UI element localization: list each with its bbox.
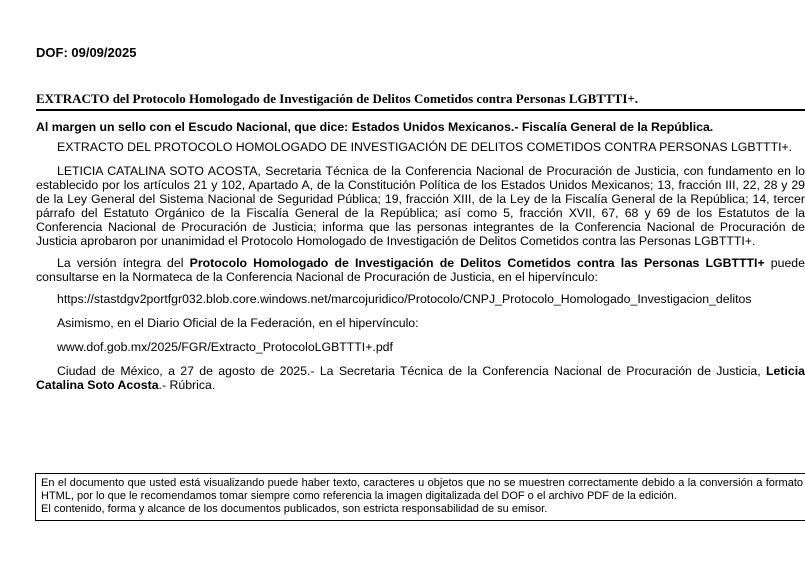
disclaimer-box [35, 473, 805, 521]
body-paragraph-1: LETICIA CATALINA SOTO ACOSTA, Secretaria Técnica de la Conferencia Nacional de Procuración de Justicia, con fundamento en lo establecido por los artículos 21 y 102, Apartado A, de la Constitución Política de los Estados Unidos Mexicanos; 13, fracción III, 22, 28 y 29 de la Ley General del Sistema Nacional de Seguridad Pública; 19, fracción XIII, de la Ley de la Fiscalía General de la República; 14, tercer párrafo del Estatuto Orgánico de la Fiscalía General de la República; así como 5, fracción XVII, 67, 68 y 69 de los Estatutos de la Conferencia Nacional de Procuración de Justicia; informa que las personas integrantes de la Conferencia Nacional de Procuración de Justicia aprobaron por unanimidad el Protocolo Homologado de Investigación de Delitos Cometidos contra las Personas LGBTTTI+. [36, 164, 805, 248]
sello-paragraph: Al margen un sello con el Escudo Nacional, que dice: Estados Unidos Mexicanos.- Fiscalía General de la República. [36, 120, 714, 134]
p4-text-pre: Ciudad de México, a 27 de agosto de 2025.- La Secretaria Técnica de la Conferencia Nacional de Procuración de Justicia, [57, 364, 767, 378]
uppercase-heading: EXTRACTO DEL PROTOCOLO HOMOLOGADO DE INVESTIGACIÓN DE DELITOS COMETIDOS CONTRA PERSONAS LGBTTTI+. [57, 140, 793, 154]
hyperlink-dof[interactable]: www.dof.gob.mx/2025/FGR/Extracto_ProtocoloLGBTTTI+.pdf [57, 340, 393, 354]
document-title: EXTRACTO del Protocolo Homologado de Investigación de Delitos Cometidos contra Personas LGBTTTI+. [36, 91, 805, 111]
p2-text-pre: La versión íntegra del [57, 256, 190, 270]
protocol-name-bold: Protocolo Homologado de Investigación de Delitos Cometidos contra las Personas LGBTTTI+ [189, 256, 765, 270]
p2-text-post: puede consultarse en la Normateca de la Conferencia Nacional de Procuración de Justicia, en el hipervínculo: [36, 256, 805, 284]
dof-date: DOF: 09/09/2025 [36, 45, 137, 60]
hyperlink-normateca[interactable]: https://stastdgv2portfgr032.blob.core.windows.net/marcojuridico/Protocolo/CNPJ_Protocolo_Homologado_Investigacion_delitos [57, 292, 752, 306]
document-body [36, 120, 805, 400]
disclaimer-text-1: En el documento que usted está visualizando puede haber texto, caracteres u objetos que no se muestren correctamente debido a la conversión a formato HTML, por lo que le recomendamos tomar siempre como referencia la imagen digitalizada del DOF o el archivo PDF de la edición. [41, 477, 803, 502]
p4-text-post: .- Rúbrica. [158, 378, 216, 392]
signatory-name-bold: Leticia Catalina Soto Acosta [36, 364, 805, 392]
signature-paragraph [36, 364, 805, 392]
disclaimer-text-2: El contenido, forma y alcance de los documentos publicados, son estricta responsabilidad de su emisor. [41, 503, 548, 515]
body-paragraph-2 [36, 256, 805, 284]
body-paragraph-3: Asimismo, en el Diario Oficial de la Federación, en el hipervínculo: [57, 316, 419, 330]
